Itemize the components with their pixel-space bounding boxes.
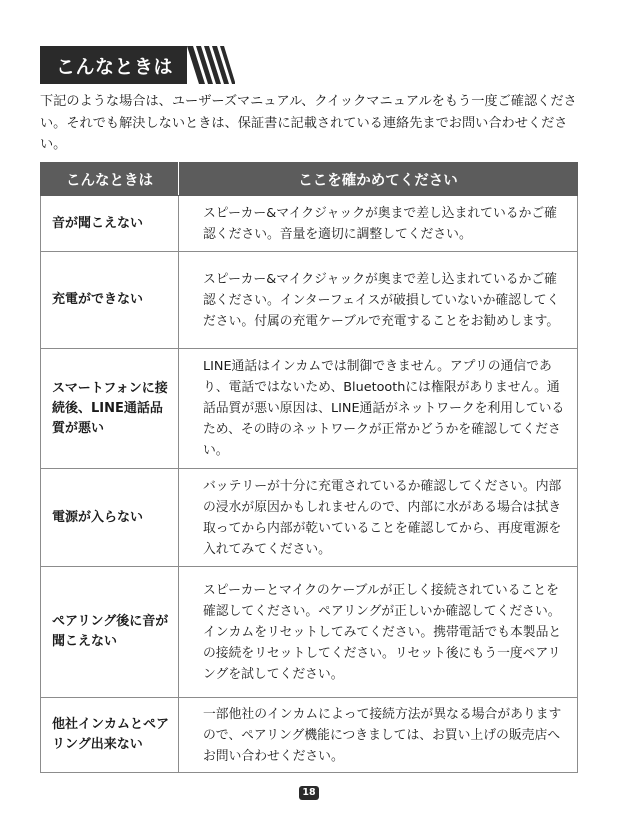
check-cell: スピーカー&マイクジャックが奥まで差し込まれているかご確認ください。インターフェイスが破損していないか確認してください。付属の充電ケーブルで充電することをお勧めします。: [179, 252, 578, 349]
check-cell: スピーカーとマイクのケーブルが正しく接続されていることを確認してください。ペアリングが正しいか確認してください。インカムをリセットしてみてください。携帯電話でも本製品との接続をリセットしてください。リセット後にもう一度ペアリングを試してください。: [179, 567, 578, 698]
condition-cell: 他社インカムとペアリング出来ない: [41, 698, 179, 773]
table-row: [41, 349, 578, 469]
table-row: [41, 567, 578, 698]
table-header-row: [41, 163, 578, 196]
header-check: ここを確かめてください: [179, 163, 578, 196]
table-row: [41, 252, 578, 349]
condition-cell: 充電ができない: [41, 252, 179, 349]
header-condition: こんなときは: [41, 163, 179, 196]
condition-cell: スマートフォンに接続後、LINE通話品質が悪い: [41, 349, 179, 469]
check-cell: スピーカー&マイクジャックが奥まで差し込まれているかご確認ください。音量を適切に調整してください。: [179, 196, 578, 252]
section-banner: [40, 46, 235, 84]
condition-cell: ペアリング後に音が聞こえない: [41, 567, 179, 698]
page-number: 18: [299, 786, 319, 800]
check-cell: LINE通話はインカムでは制御できません。アプリの通信であり、電話ではないため、Bluetoothには権限がありません。通話品質が悪い原因は、LINE通話がネットワークを利用しているため、その時のネットワークが正常かどうかを確認してください。: [179, 349, 578, 469]
diagonal-stripes-decoration: [187, 46, 235, 84]
check-cell: バッテリーが十分に充電されているか確認してください。内部の浸水が原因かもしれませんので、内部に水がある場合は拭き取ってから内部が乾いていることを確認してから、再度電源を入れてみてください。: [179, 469, 578, 567]
table-row: [41, 698, 578, 773]
section-title: こんなときは: [40, 46, 187, 84]
troubleshooting-table: [40, 162, 578, 773]
intro-paragraph: 下記のような場合は、ユーザーズマニュアル、クイックマニュアルをもう一度ご確認ください。それでも解決しないときは、保証書に記載されている連絡先までお問い合わせください。: [40, 94, 577, 152]
table-row: [41, 196, 578, 252]
check-cell: 一部他社のインカムによって接続方法が異なる場合がありますので、ペアリング機能につきましては、お買い上げの販売店へお問い合わせください。: [179, 698, 578, 773]
table-row: [41, 469, 578, 567]
condition-cell: 音が聞こえない: [41, 196, 179, 252]
condition-cell: 電源が入らない: [41, 469, 179, 567]
